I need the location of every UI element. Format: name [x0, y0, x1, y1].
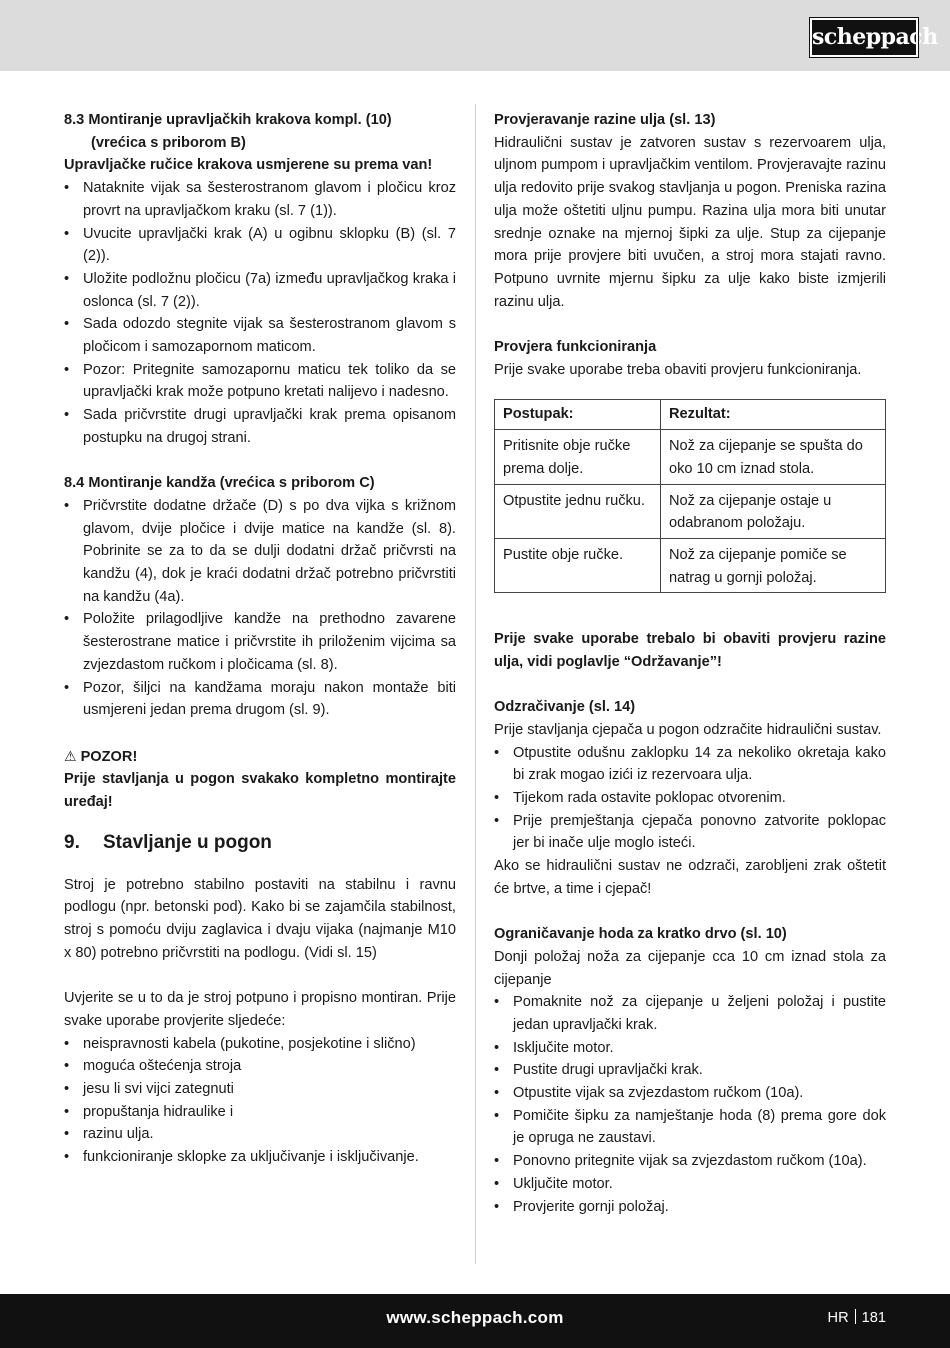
- list-item: • funkcioniranje sklopke za uključivanje i isključivanje.: [64, 1146, 456, 1169]
- list-item: • Provjerite gornji položaj.: [494, 1196, 886, 1219]
- list-item: • Pričvrstite dodatne držače (D) s po dva vijka s križnom glavom, dvije pločice i dvije matice na kandže (sl. 8). Pobrinite se za to da se dulji dodatni držač pričvrsti na kandžu (4), dok je kraći dodatni držač potrebno pričvrstiti na kandžu (4a).: [64, 495, 456, 609]
- list-item: • Otpustite vijak sa zvjezdastom ručkom (10a).: [494, 1082, 886, 1105]
- footer-separator: [855, 1309, 856, 1324]
- list-item: • Otpustite odušnu zaklopku 14 za nekoliko okretaja kako bi zrak mogao izići iz rezervoara ulja.: [494, 742, 886, 787]
- oil-check-text: Hidraulični sustav je zatvoren sustav s rezervoarem ulja, uljnom pumpom i upravljačkim ventilom. Provjeravajte razinu ulja redovito prije svakog stavljanja u pogon. Preniska razina ulja može oštetiti uljnu pumpu. Razina ulja mora biti unutar srednje oznake na mjernoj šipki za ulje. Stup za cijepanje mora prije provjere biti uvučen, a stroj mora stajati ravno. Potpuno uvrnite mjernu šipku za ulje kako biste izmjerili razinu ulja.: [494, 134, 886, 310]
- table-cell-procedure: Otpustite jednu ručku.: [495, 484, 661, 538]
- brand-logo: scheppach: [810, 18, 918, 57]
- list-item: • propuštanja hidraulike i: [64, 1101, 456, 1124]
- table-cell-procedure: Pritisnite obje ručke prema dolje.: [495, 430, 661, 484]
- footer-website-link[interactable]: www.scheppach.com: [386, 1308, 564, 1327]
- list-item: • Pomičite šipku za namještanje hoda (8) prema gore dok je opruga ne zaustavi.: [494, 1105, 886, 1150]
- warning-text: Prije stavljanja u pogon svakako kompletno montirajte uređaj!: [64, 771, 456, 811]
- warning-title: POZOR!: [80, 748, 138, 765]
- venting-title: Odzračivanje (sl. 14): [494, 699, 636, 716]
- left-column: [64, 109, 456, 1169]
- stroke-limit-list: [494, 991, 886, 1218]
- list-item: • jesu li svi vijci zategnuti: [64, 1078, 456, 1101]
- column-divider: [475, 104, 476, 1264]
- footer-bar: [0, 1294, 950, 1348]
- function-check-title: Provjera funkcioniranja: [494, 339, 657, 356]
- list-item: • Sada pričvrstite drugi upravljački krak prema opisanom postupku na drugoj strani.: [64, 404, 456, 449]
- list-item: • Sada odozdo stegnite vijak sa šesterostranom glavom s pločicom i samozapornom maticom.: [64, 313, 456, 358]
- section-9-title: Stavljanje u pogon: [103, 831, 272, 853]
- table-cell-result: Nož za cijepanje ostaje u odabranom položaju.: [661, 484, 886, 538]
- section-8-4-list: [64, 495, 456, 722]
- list-item: • Prije premještanja cjepača ponovno zatvorite poklopac jer bi inače ulje moglo isteći.: [494, 810, 886, 855]
- list-item: • Uključite motor.: [494, 1173, 886, 1196]
- section-9-heading: [64, 830, 456, 856]
- section-9-paragraph-2: Uvjerite se u to da je stroj potpuno i propisno montiran. Prije svake uporabe provjerite sljedeće:: [64, 990, 456, 1029]
- venting-warning: Ako se hidraulični sustav ne odzrači, zarobljeni zrak oštetit će brtve, a time i cjepač!: [494, 858, 886, 897]
- table-cell-result: Nož za cijepanje se spušta do oko 10 cm iznad stola.: [661, 430, 886, 484]
- section-8-3-list: [64, 177, 456, 449]
- section-9-checklist: [64, 1033, 456, 1169]
- warning-triangle-icon: ⚠: [64, 747, 77, 764]
- table-row: [495, 484, 886, 538]
- list-item: • Ponovno pritegnite vijak sa zvjezdastom ručkom (10a).: [494, 1150, 886, 1173]
- list-item: • Isključite motor.: [494, 1037, 886, 1060]
- list-item: • moguća oštećenja stroja: [64, 1055, 456, 1078]
- right-column: [494, 109, 886, 1218]
- list-item: • neispravnosti kabela (pukotine, posjekotine i slično): [64, 1033, 456, 1056]
- section-9-number: 9.: [64, 831, 80, 853]
- language-code: HR: [827, 1310, 849, 1326]
- stroke-limit-text: Donji položaj noža za cijepanje cca 10 cm iznad stola za cijepanje: [494, 948, 886, 988]
- list-item: • Pozor: Pritegnite samozapornu maticu tek toliko da se upravljački krak može potpuno kretati nalijevo i nadesno.: [64, 359, 456, 404]
- table-cell-result: Nož za cijepanje pomiče se natrag u gornji položaj.: [661, 538, 886, 592]
- page-indicator: [828, 1309, 886, 1326]
- oil-check-title: Provjeravanje razine ulja (sl. 13): [494, 112, 716, 128]
- venting-list: [494, 742, 886, 856]
- page-number: 181: [861, 1310, 886, 1326]
- list-item: • Tijekom rada ostavite poklopac otvorenim.: [494, 787, 886, 810]
- stroke-limit-title: Ograničavanje hoda za kratko drvo (sl. 10): [494, 926, 787, 943]
- section-8-3-title: 8.3 Montiranje upravljačkih krakova kompl. (10): [64, 112, 392, 128]
- table-cell-procedure: Pustite obje ručke.: [495, 538, 661, 592]
- section-8-3-subtitle: (vrećica s priborom B): [91, 134, 246, 151]
- function-check-table: [494, 399, 886, 593]
- list-item: • Pustite drugi upravljački krak.: [494, 1059, 886, 1082]
- list-item: • razinu ulja.: [64, 1123, 456, 1146]
- section-9-paragraph-1: Stroj je potrebno stabilno postaviti na stabilnu i ravnu podlogu (npr. betonski pod). Kako bi se zajamčila stabilnost, stroj s pomoću dviju zaglavica i dvaju vijaka (najmanje M10 x 80) potrebno pričvrstiti na podlogu. (Vidi sl. 15): [64, 876, 456, 961]
- oil-level-note: Prije svake uporabe trebalo bi obaviti provjeru razine ulja, vidi poglavlje “Održavanje”!: [494, 631, 886, 670]
- list-item: • Pozor, šiljci na kandžama moraju nakon montaže biti usmjereni jedan prema drugom (sl. 9).: [64, 677, 456, 722]
- venting-text: Prije stavljanja cjepača u pogon odzračite hidraulični sustav.: [494, 721, 882, 738]
- header-bar: [0, 0, 950, 71]
- list-item: • Uvucite upravljački krak (A) u ogibnu sklopku (B) (sl. 7 (2)).: [64, 223, 456, 268]
- section-8-3-intro: Upravljačke ručice krakova usmjerene su prema van!: [64, 157, 433, 174]
- list-item: • Pomaknite nož za cijepanje u željeni položaj i pustite jedan upravljački krak.: [494, 991, 886, 1036]
- function-check-text: Prije svake uporabe treba obaviti provjeru funkcioniranja.: [494, 361, 862, 378]
- section-8-4-title: 8.4 Montiranje kandža (vrećica s priborom C): [64, 475, 375, 492]
- table-header-procedure: Postupak:: [495, 400, 661, 430]
- list-item: • Nataknite vijak sa šesterostranom glavom i pločicu kroz provrt na upravljačkom kraku (sl. 7 (1)).: [64, 177, 456, 222]
- table-row: [495, 538, 886, 592]
- table-header-row: [495, 400, 886, 430]
- table-row: [495, 430, 886, 484]
- table-header-result: Rezultat:: [661, 400, 886, 430]
- warning-heading: [64, 745, 456, 769]
- list-item: • Položite prilagodljive kandže na prethodno zavarene šesterostrane matice i pričvrstite ih priloženim vijcima sa zvjezdastom ručkom i pločicama (sl. 8).: [64, 608, 456, 676]
- list-item: • Uložite podložnu pločicu (7a) između upravljačkog kraka i oslonca (sl. 7 (2)).: [64, 268, 456, 313]
